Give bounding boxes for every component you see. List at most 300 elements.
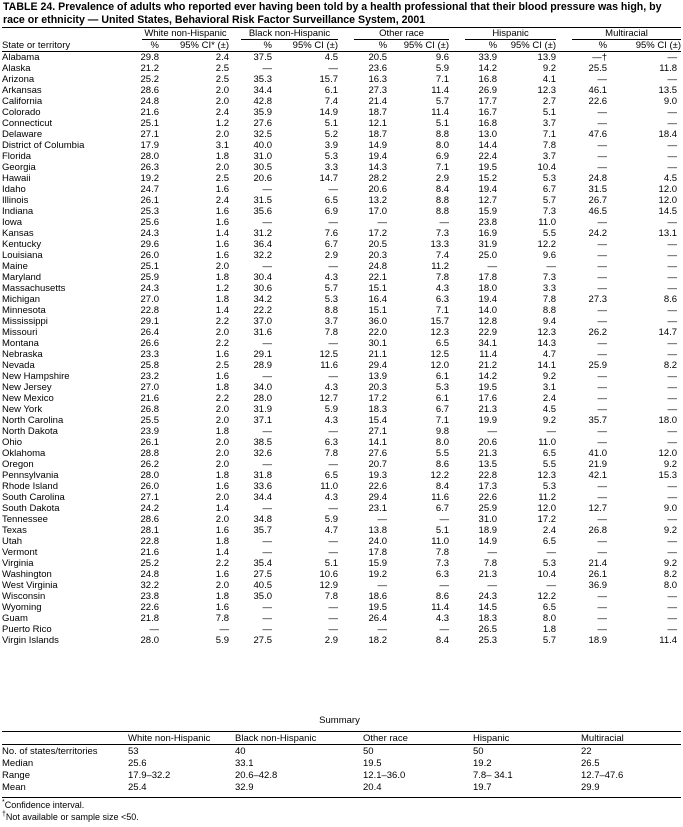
ci-cell: 12.9 — [319, 580, 339, 591]
summary-value: 53 — [128, 745, 139, 757]
pct-cell: — — [262, 261, 272, 272]
state-cell: District of Columbia — [2, 140, 85, 151]
ci-cell: 10.4 — [537, 569, 557, 580]
state-cell: Arkansas — [2, 85, 42, 96]
ci-cell: 4.3 — [324, 492, 339, 503]
ci-cell: 18.4 — [658, 129, 678, 140]
pct-cell: 20.6 — [253, 173, 272, 184]
pct-cell: 29.4 — [368, 492, 388, 503]
pct-cell: 14.2 — [478, 63, 498, 74]
table-row — [2, 580, 681, 591]
pct-cell: 27.0 — [140, 294, 159, 305]
pct-cell: 28.9 — [253, 360, 272, 371]
state-cell: Virginia — [2, 558, 34, 569]
pct-cell: 41.0 — [588, 448, 608, 459]
ci-cell: — — [667, 107, 678, 118]
pct-cell: 25.9 — [588, 360, 608, 371]
pct-cell: 46.1 — [588, 85, 608, 96]
table-row — [2, 448, 681, 459]
table-row — [2, 151, 681, 162]
pct-cell: — — [262, 338, 272, 349]
pct-cell: 13.8 — [368, 525, 388, 536]
ci-cell: 5.7 — [435, 96, 450, 107]
table-row — [2, 635, 681, 646]
ci-cell: 5.7 — [542, 195, 557, 206]
pct-cell: 35.3 — [253, 74, 272, 85]
state-cell: Kansas — [2, 228, 34, 239]
ci-cell: 2.0 — [215, 162, 229, 173]
ci-cell: 2.5 — [215, 173, 229, 184]
ci-cell: 15.3 — [658, 470, 678, 481]
state-cell: Texas — [2, 525, 27, 536]
ci-cell: 11.0 — [538, 437, 557, 448]
ci-cell: 11.0 — [320, 481, 339, 492]
pct-cell: 18.7 — [368, 129, 388, 140]
ci-cell: — — [667, 250, 678, 261]
pct-cell: 35.7 — [253, 525, 272, 536]
pct-cell: — — [597, 217, 608, 228]
pct-cell: 22.1 — [368, 272, 388, 283]
pct-cell: 30.5 — [253, 162, 272, 173]
pct-column-header: % — [344, 40, 387, 52]
pct-column-header: % — [235, 40, 272, 52]
ci-cell: 5.2 — [324, 129, 339, 140]
pct-cell: 14.5 — [478, 602, 498, 613]
pct-cell: 34.2 — [253, 294, 272, 305]
summary-label: Median — [2, 757, 34, 769]
summary-value: 19.5 — [363, 757, 382, 769]
ci-cell: — — [546, 261, 557, 272]
state-cell: Illinois — [2, 195, 29, 206]
pct-cell: 21.6 — [140, 547, 159, 558]
group-header: Multiracial — [572, 28, 681, 40]
pct-cell: 12.7 — [588, 503, 608, 514]
ci-cell: — — [667, 52, 678, 63]
pct-cell: 21.4 — [588, 558, 608, 569]
pct-cell: 28.0 — [140, 470, 159, 481]
ci-cell: 1.4 — [215, 547, 229, 558]
pct-cell: 13.2 — [368, 195, 388, 206]
ci-cell: 2.9 — [324, 635, 339, 646]
state-cell: New Mexico — [2, 393, 54, 404]
ci-cell: 3.3 — [324, 162, 339, 173]
ci-cell: 5.3 — [542, 481, 557, 492]
pct-cell: 22.4 — [478, 151, 498, 162]
pct-cell: 18.7 — [368, 107, 388, 118]
summary-label: No. of states/territories — [2, 745, 98, 757]
ci-cell: — — [667, 283, 678, 294]
pct-cell: 17.7 — [478, 96, 498, 107]
ci-cell: — — [667, 426, 678, 437]
table-row — [2, 294, 681, 305]
pct-cell: 32.2 — [253, 250, 272, 261]
pct-cell: 26.2 — [140, 459, 159, 470]
pct-cell: 22.0 — [368, 327, 388, 338]
state-cell: North Dakota — [2, 426, 58, 437]
pct-cell: 32.5 — [253, 129, 272, 140]
pct-cell: 29.6 — [140, 239, 159, 250]
pct-cell: 27.1 — [140, 492, 159, 503]
pct-cell: 20.6 — [368, 184, 388, 195]
ci-cell: 2.0 — [215, 437, 229, 448]
state-cell: Florida — [2, 151, 32, 162]
pct-cell: 21.6 — [140, 393, 159, 404]
pct-cell: 24.3 — [140, 228, 159, 239]
pct-cell: 13.9 — [368, 371, 388, 382]
pct-cell: 37.0 — [253, 316, 272, 327]
pct-cell: 21.3 — [478, 448, 498, 459]
ci-cell: — — [546, 547, 557, 558]
ci-cell: — — [328, 63, 339, 74]
pct-cell: — — [597, 371, 608, 382]
ci-cell: 5.3 — [542, 558, 557, 569]
pct-cell: 19.4 — [478, 294, 498, 305]
table-row — [2, 613, 681, 624]
ci-cell: 6.5 — [542, 448, 557, 459]
ci-cell: 1.6 — [215, 569, 229, 580]
ci-cell: 6.3 — [324, 437, 339, 448]
pct-cell: 30.4 — [253, 272, 272, 283]
ci-cell: 8.8 — [435, 129, 450, 140]
ci-cell: 5.3 — [324, 294, 339, 305]
ci-cell: 2.4 — [215, 52, 229, 63]
ci-cell: 2.9 — [324, 250, 339, 261]
ci-cell: 2.5 — [215, 74, 229, 85]
pct-cell: 25.2 — [140, 74, 159, 85]
pct-cell: 25.3 — [478, 635, 498, 646]
pct-cell: — — [262, 426, 272, 437]
pct-cell: 22.6 — [368, 481, 388, 492]
ci-cell: 2.0 — [215, 448, 229, 459]
ci-cell: 3.7 — [542, 151, 557, 162]
ci-cell: 11.4 — [431, 107, 450, 118]
pct-cell: — — [262, 602, 272, 613]
pct-cell: 31.2 — [253, 228, 272, 239]
pct-cell: — — [262, 459, 272, 470]
pct-cell: 30.6 — [253, 283, 272, 294]
pct-cell: 25.2 — [140, 558, 159, 569]
table-row — [2, 261, 681, 272]
pct-cell: 12.7 — [478, 195, 498, 206]
ci-cell: — — [546, 580, 557, 591]
table-row — [2, 338, 681, 349]
ci-cell: 4.7 — [542, 349, 557, 360]
state-cell: Maine — [2, 261, 28, 272]
pct-cell: 24.8 — [140, 96, 159, 107]
ci-cell: 7.1 — [435, 415, 450, 426]
ci-cell: 14.7 — [658, 327, 678, 338]
pct-cell: 12.8 — [478, 316, 498, 327]
pct-cell: — — [597, 239, 608, 250]
table-row — [2, 228, 681, 239]
pct-cell: 42.8 — [253, 96, 272, 107]
table-row — [2, 470, 681, 481]
table-row — [2, 239, 681, 250]
ci-cell: — — [667, 338, 678, 349]
ci-cell: 2.0 — [215, 580, 229, 591]
pct-cell: 24.2 — [588, 228, 608, 239]
ci-cell: 2.4 — [215, 107, 229, 118]
table-row — [2, 272, 681, 283]
state-cell: Kentucky — [2, 239, 42, 250]
table-row — [2, 140, 681, 151]
pct-cell: — — [597, 404, 608, 415]
pct-cell: 19.5 — [478, 162, 498, 173]
ci-cell: 6.5 — [542, 536, 557, 547]
pct-cell: 31.0 — [253, 151, 272, 162]
pct-cell: 24.7 — [140, 184, 159, 195]
table-row — [2, 492, 681, 503]
pct-cell: 26.1 — [140, 195, 159, 206]
pct-cell: 28.1 — [140, 525, 159, 536]
ci-cell: 12.7 — [319, 393, 339, 404]
summary-value: 20.6–42.8 — [235, 769, 278, 781]
state-cell: Rhode Island — [2, 481, 58, 492]
pct-cell: 29.8 — [140, 52, 159, 63]
table-row — [2, 459, 681, 470]
state-cell: Arizona — [2, 74, 35, 85]
pct-cell: 32.6 — [253, 448, 272, 459]
ci-cell: 4.3 — [324, 382, 339, 393]
table-row — [2, 63, 681, 74]
pct-cell: 22.8 — [140, 536, 159, 547]
state-cell: Mississippi — [2, 316, 48, 327]
ci-cell: 5.9 — [215, 635, 229, 646]
ci-cell: 2.4 — [542, 525, 557, 536]
ci-cell: — — [328, 459, 339, 470]
ci-cell: 9.0 — [663, 503, 678, 514]
pct-cell: 16.9 — [478, 228, 498, 239]
ci-cell: 2.9 — [435, 173, 450, 184]
ci-cell: — — [667, 481, 678, 492]
pct-cell: — — [597, 305, 608, 316]
pct-cell: 27.6 — [253, 118, 272, 129]
ci-cell: 12.2 — [430, 470, 450, 481]
ci-cell: 8.8 — [324, 305, 339, 316]
summary-row — [2, 745, 681, 758]
pct-cell: 26.2 — [588, 327, 608, 338]
ci-cell: 1.6 — [215, 371, 229, 382]
pct-cell: 24.8 — [368, 261, 388, 272]
ci-cell: 14.5 — [658, 206, 678, 217]
ci-cell: 1.8 — [215, 294, 229, 305]
ci-cell: 1.6 — [215, 602, 229, 613]
summary-value: 17.9–32.2 — [128, 769, 171, 781]
pct-cell: 20.3 — [368, 382, 388, 393]
ci-cell: — — [219, 624, 229, 635]
pct-cell: 27.6 — [368, 448, 388, 459]
pct-cell: 34.1 — [478, 338, 498, 349]
ci-cell: 7.4 — [435, 250, 450, 261]
pct-cell: 21.6 — [140, 107, 159, 118]
pct-cell: 34.4 — [253, 85, 272, 96]
ci-cell: — — [328, 547, 339, 558]
pct-cell: 23.8 — [478, 217, 498, 228]
ci-cell: 11.0 — [431, 536, 450, 547]
pct-cell: 31.8 — [253, 470, 272, 481]
pct-cell: — — [597, 602, 608, 613]
ci-cell: — — [439, 580, 450, 591]
table-row — [2, 129, 681, 140]
ci-cell: 2.0 — [215, 85, 229, 96]
pct-cell: 12.1 — [368, 118, 388, 129]
pct-cell: 46.5 — [588, 206, 608, 217]
summary-value: 12.1–36.0 — [363, 769, 406, 781]
pct-cell: 29.1 — [253, 349, 272, 360]
pct-cell: 26.9 — [478, 85, 498, 96]
state-cell: Hawaii — [2, 173, 31, 184]
table-row — [2, 415, 681, 426]
pct-cell: 21.3 — [478, 404, 498, 415]
pct-cell: 35.6 — [253, 206, 272, 217]
pct-cell: 20.7 — [368, 459, 388, 470]
ci-cell: 6.7 — [435, 503, 450, 514]
pct-cell: — — [597, 118, 608, 129]
pct-cell: 25.3 — [140, 206, 159, 217]
pct-cell: — — [597, 272, 608, 283]
ci-cell: 2.0 — [215, 514, 229, 525]
pct-cell: 28.0 — [253, 393, 272, 404]
state-cell: Guam — [2, 613, 28, 624]
ci-cell: 2.0 — [215, 415, 229, 426]
table-row — [2, 371, 681, 382]
ci-column-header: 95% CI (±) — [272, 40, 344, 52]
ci-cell: 10.6 — [319, 569, 339, 580]
pct-cell: 29.4 — [368, 360, 388, 371]
pct-cell: 32.2 — [140, 580, 159, 591]
pct-cell: — — [597, 283, 608, 294]
state-cell: Maryland — [2, 272, 42, 283]
state-cell: Idaho — [2, 184, 26, 195]
pct-cell: 26.5 — [478, 624, 498, 635]
pct-cell: 25.5 — [140, 415, 159, 426]
pct-cell: 24.8 — [588, 173, 608, 184]
pct-cell: 23.3 — [140, 349, 159, 360]
ci-cell: 2.5 — [215, 360, 229, 371]
summary-value: 50 — [363, 745, 374, 757]
ci-cell: 2.5 — [215, 63, 229, 74]
ci-cell: 7.8 — [435, 547, 450, 558]
ci-cell: 12.0 — [430, 360, 450, 371]
ci-cell: 9.2 — [663, 525, 678, 536]
pct-cell: — — [597, 591, 608, 602]
ci-cell: 8.2 — [663, 360, 678, 371]
ci-cell: 11.4 — [431, 85, 450, 96]
pct-cell: 27.1 — [140, 129, 159, 140]
ci-cell: — — [667, 393, 678, 404]
group-header: Hispanic — [465, 28, 556, 40]
pct-cell: — — [487, 426, 498, 437]
summary-row — [2, 757, 681, 769]
pct-cell: 27.0 — [140, 382, 159, 393]
pct-cell: — — [597, 437, 608, 448]
ci-cell: 9.8 — [435, 426, 450, 437]
ci-cell: — — [667, 151, 678, 162]
ci-cell: 8.0 — [663, 580, 678, 591]
group-header: Other race — [354, 28, 449, 40]
pct-cell: 13.0 — [478, 129, 498, 140]
summary-table — [2, 731, 681, 793]
pct-cell: 16.7 — [478, 107, 498, 118]
pct-cell: 24.2 — [140, 503, 159, 514]
pct-cell: 20.5 — [368, 52, 388, 63]
table-row — [2, 426, 681, 437]
table-row — [2, 569, 681, 580]
pct-cell: 40.5 — [253, 580, 272, 591]
ci-cell: — — [546, 426, 557, 437]
pct-cell: 38.5 — [253, 437, 272, 448]
pct-cell: 24.0 — [368, 536, 388, 547]
ci-cell: 6.7 — [542, 184, 557, 195]
ci-cell: 2.0 — [215, 327, 229, 338]
ci-cell: 2.4 — [215, 195, 229, 206]
pct-cell: 22.2 — [253, 305, 272, 316]
ci-cell: — — [328, 261, 339, 272]
table-row — [2, 250, 681, 261]
pct-cell: 42.1 — [588, 470, 608, 481]
ci-cell: 5.1 — [435, 525, 450, 536]
ci-cell: 11.4 — [659, 635, 678, 646]
state-cell: Ohio — [2, 437, 23, 448]
pct-cell: 25.0 — [478, 250, 498, 261]
ci-cell: — — [667, 371, 678, 382]
ci-cell: 9.2 — [542, 415, 557, 426]
ci-cell: 1.8 — [215, 272, 229, 283]
pct-cell: 34.0 — [253, 382, 272, 393]
ci-cell: 9.2 — [542, 371, 557, 382]
ci-cell: — — [328, 338, 339, 349]
pct-cell: 35.9 — [253, 107, 272, 118]
pct-cell: 17.6 — [478, 393, 498, 404]
table-row — [2, 547, 681, 558]
ci-cell: — — [328, 371, 339, 382]
ci-cell: 13.1 — [658, 228, 678, 239]
state-cell: Virgin Islands — [2, 635, 59, 646]
pct-cell: 17.3 — [478, 481, 498, 492]
ci-cell: — — [667, 602, 678, 613]
pct-cell: — — [597, 349, 608, 360]
ci-cell: 7.8 — [542, 140, 557, 151]
state-cell: West Virginia — [2, 580, 58, 591]
pct-cell: 16.8 — [478, 74, 498, 85]
ci-cell: 14.9 — [319, 107, 339, 118]
ci-cell: 8.8 — [435, 206, 450, 217]
ci-cell: 1.6 — [215, 206, 229, 217]
pct-cell: 22.8 — [478, 470, 498, 481]
pct-cell: — — [262, 536, 272, 547]
pct-cell: 15.1 — [368, 283, 388, 294]
ci-cell: — — [667, 305, 678, 316]
pct-cell: — — [487, 261, 498, 272]
pct-cell: 21.2 — [478, 360, 498, 371]
state-cell: Colorado — [2, 107, 41, 118]
ci-cell: 3.9 — [324, 140, 339, 151]
ci-cell: 2.2 — [215, 558, 229, 569]
pct-cell: — — [597, 261, 608, 272]
ci-cell: — — [667, 162, 678, 173]
table-row — [2, 602, 681, 613]
pct-cell: 17.8 — [368, 547, 388, 558]
pct-cell: 17.2 — [368, 393, 388, 404]
pct-cell: — — [597, 393, 608, 404]
pct-cell: 26.8 — [140, 404, 159, 415]
table-row — [2, 96, 681, 107]
ci-cell: 7.3 — [542, 206, 557, 217]
pct-cell: — — [597, 613, 608, 624]
pct-cell: 16.4 — [368, 294, 388, 305]
table-row — [2, 558, 681, 569]
ci-cell: 5.3 — [324, 151, 339, 162]
